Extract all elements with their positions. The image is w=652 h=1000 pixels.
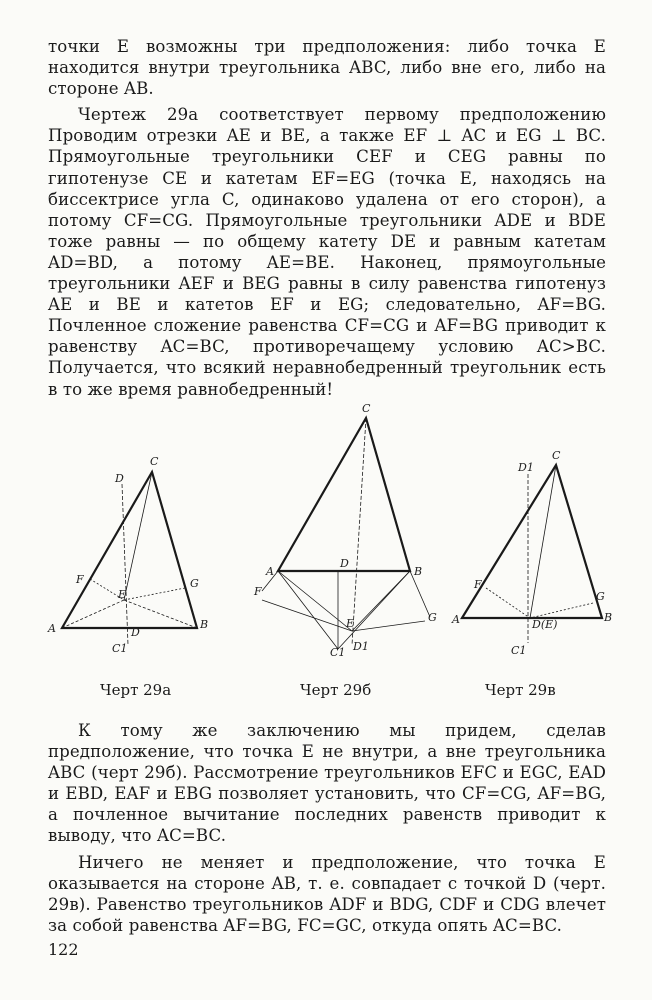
fig-b-label-a: A bbox=[266, 565, 274, 578]
fig-c-label-b: B bbox=[604, 611, 613, 624]
fig-c-label-c1: C1 bbox=[511, 644, 527, 657]
page-number: 122 bbox=[48, 940, 79, 959]
paragraph-1: точки E возможны три предположения: либо точка E находится внутри треугольника ABC, либо вне его, либо на стороне AB. bbox=[48, 37, 606, 99]
fig-a-label-a: A bbox=[48, 622, 56, 635]
caption-29b: Черт 29б bbox=[300, 681, 372, 699]
figures-svg bbox=[0, 395, 652, 715]
fig-b-label-f: F bbox=[254, 585, 262, 598]
paragraph-2: Чертеж 29а соответствует первому предположению Проводим отрезки AE и BE, а также EF ⊥ AC и EG ⊥ BC. Прямоугольные треугольники CEF и CEG равны по гипотенузе CE и катетам EF=EG (точка E, находясь на биссектрисе угла C, одинаково удалена от его сторон), а потому CF=CG. Прямоугольные треугольники ADE и BDE тоже равны — по общему катету DE и равным катетам AD=BD, а потому AE=BE. Наконец, прямоугольные треугольники AEF и BEG равны в силу равенства гипотенуз AE и BE и катетов EF и EG; следовательно, AF=BG. Почленное сложение равенства CF=CG и AF=BG приводит к равенству AC=BC, противоречащему условию AC>BC. Получается, что всякий неравнобедренный треугольник есть в то же время равнобедренный! bbox=[48, 105, 606, 399]
fig-b-label-c: C bbox=[362, 402, 371, 415]
page-body bbox=[48, 36, 606, 400]
fig-c-label-f: F bbox=[474, 578, 482, 591]
fig-a-label-e: E bbox=[118, 588, 127, 601]
figure-29c bbox=[462, 465, 602, 643]
fig-a-label-f: F bbox=[76, 573, 84, 586]
figure-29a bbox=[62, 472, 197, 645]
paragraph-4: Ничего не меняет и предположение, что точка E оказывается на стороне AB, т. е. совпадает с точкой D (черт. 29в). Равенство треугольников ADF и BDG, CDF и CDG влечет за собой равенства AF=BG, FC=GC, откуда опять AC=BC. bbox=[48, 852, 606, 935]
paragraph-3: К тому же заключению мы придем, сделав предположение, что точка E не внутри, а вне треугольника ABC (черт 29б). Рассмотрение треугольников EFC и EGC, EAD и EBD, EAF и EBG позволяет установить, что CF=CG, AF=BG, а почленное вычитание последних равенств приводит к выводу, что AC=BC. bbox=[48, 721, 606, 846]
fig-c-label-a: A bbox=[452, 613, 460, 626]
fig-b-label-e: E bbox=[346, 617, 355, 630]
fig-c-label-d1: D1 bbox=[518, 461, 534, 474]
fig-a-label-c1: C1 bbox=[112, 642, 128, 655]
fig-a-label-b: B bbox=[200, 618, 209, 631]
fig-b-label-g: G bbox=[428, 611, 437, 624]
caption-29c: Черт 29в bbox=[485, 681, 556, 699]
fig-a-label-d-top: D bbox=[115, 472, 124, 485]
fig-b-label-b: B bbox=[414, 565, 423, 578]
figure-29b bbox=[262, 418, 430, 649]
fig-b-label-d: D bbox=[340, 557, 349, 570]
fig-c-label-c: C bbox=[552, 449, 561, 462]
fig-a-label-c: C bbox=[150, 455, 159, 468]
fig-c-label-g: G bbox=[596, 590, 605, 603]
fig-a-label-d: D bbox=[131, 626, 140, 639]
figures-row bbox=[0, 395, 652, 715]
fig-b-label-c1: C1 bbox=[330, 646, 346, 659]
fig-a-label-g: G bbox=[190, 577, 199, 590]
bottom-text bbox=[48, 720, 606, 936]
fig-c-label-de: D(E) bbox=[532, 618, 558, 631]
caption-29a: Черт 29а bbox=[100, 681, 172, 699]
fig-b-label-d1: D1 bbox=[353, 640, 369, 653]
